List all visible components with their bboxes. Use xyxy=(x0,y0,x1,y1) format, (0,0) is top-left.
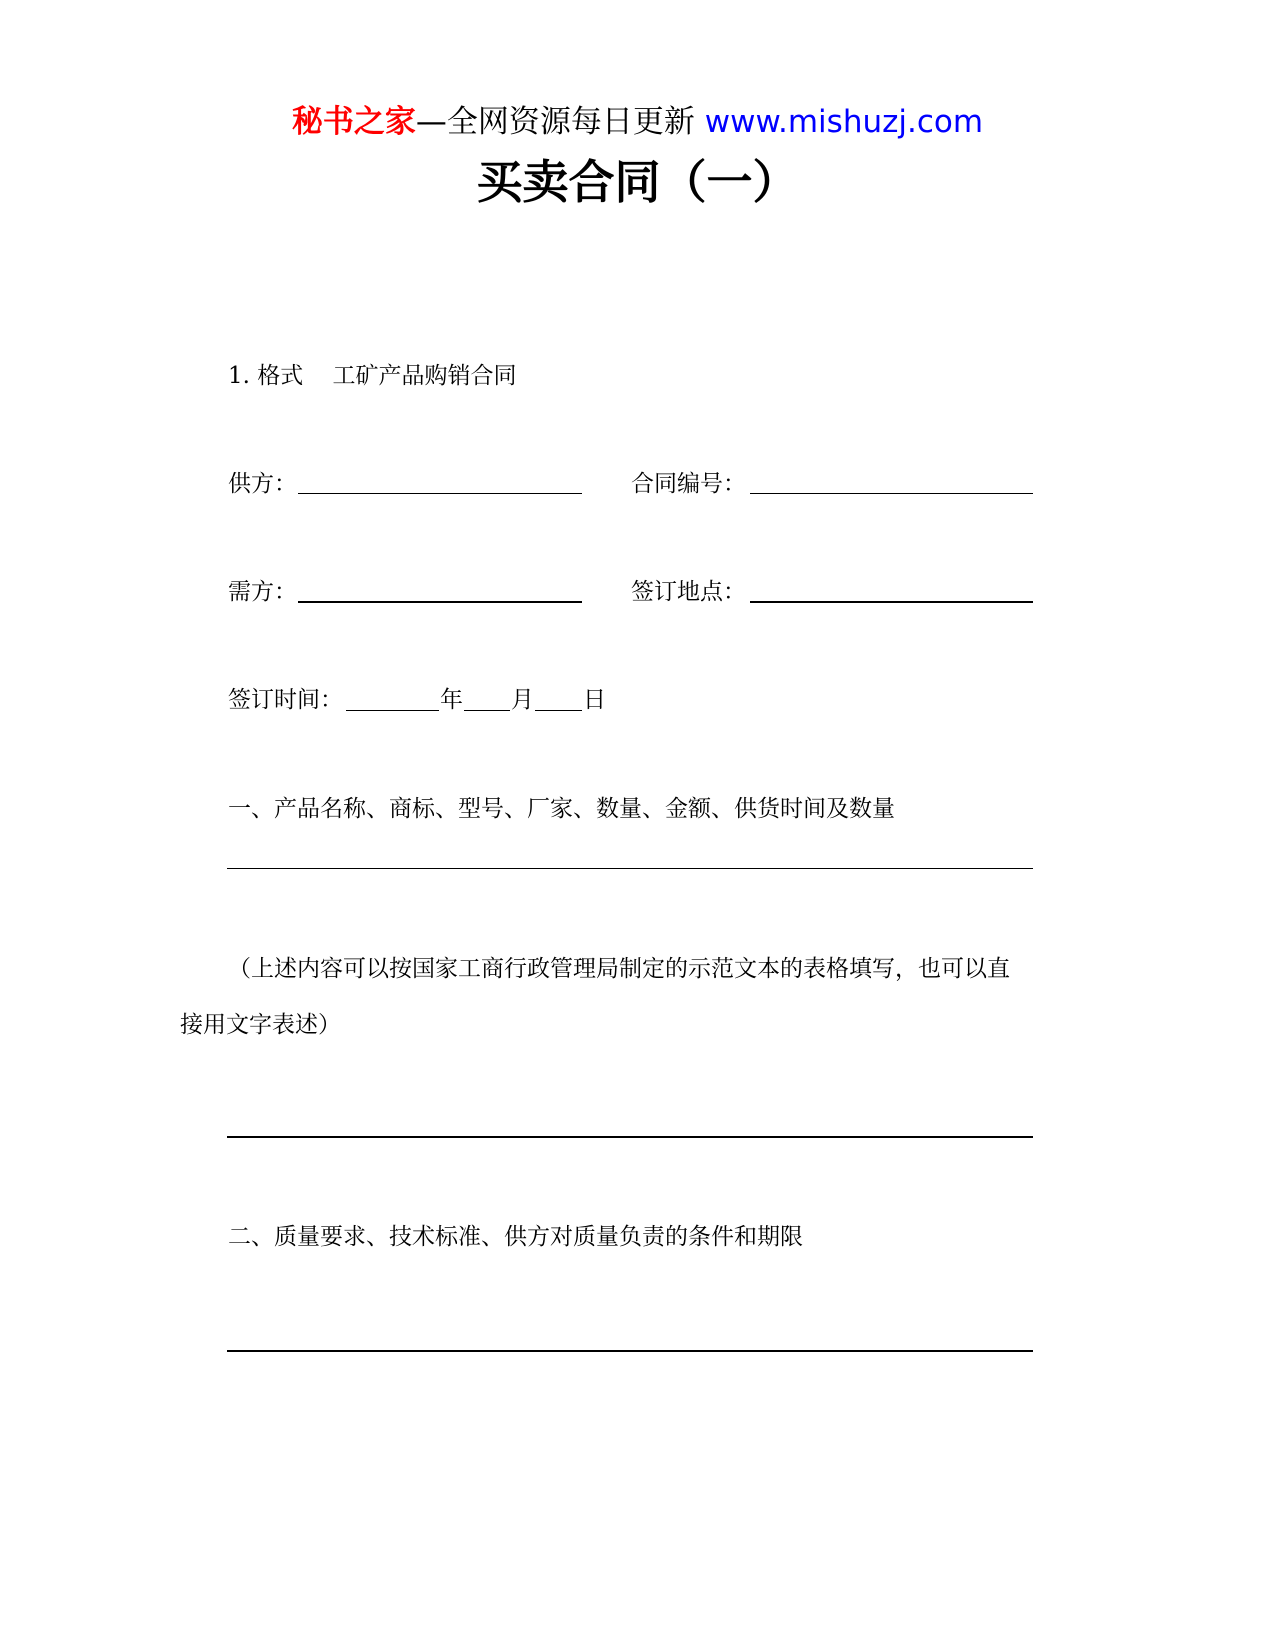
year-blank[interactable] xyxy=(346,710,439,711)
note-blank[interactable] xyxy=(227,1136,1033,1138)
buyer-blank[interactable] xyxy=(298,601,582,603)
brand-name: 秘书之家 xyxy=(291,104,416,140)
section-two-blank[interactable] xyxy=(227,1350,1033,1352)
day-blank[interactable] xyxy=(535,710,582,711)
year-label: 年 xyxy=(440,687,463,713)
supplier-blank[interactable] xyxy=(298,493,582,494)
note-line-1: （上述内容可以按国家工商行政管理局制定的示范文本的表格填写，也可以直 xyxy=(228,956,1010,982)
buyer-label: 需方： xyxy=(228,579,297,605)
sign-place-blank[interactable] xyxy=(750,601,1033,603)
sign-time-label: 签订时间： xyxy=(228,687,343,713)
month-label: 月 xyxy=(511,687,534,713)
format-line xyxy=(228,361,517,391)
sign-place-label: 签订地点： xyxy=(631,579,746,605)
month-blank[interactable] xyxy=(464,710,510,711)
site-header xyxy=(0,100,1275,144)
document-title: 买卖合同（一） xyxy=(476,155,799,209)
contract-no-blank[interactable] xyxy=(750,493,1033,494)
section-one-heading: 一、产品名称、商标、型号、厂家、数量、金额、供货时间及数量 xyxy=(228,796,895,822)
format-value: 工矿产品购销合同 xyxy=(332,363,517,389)
supplier-label: 供方： xyxy=(228,471,297,497)
site-url-link[interactable]: www.mishuzj.com xyxy=(704,104,984,140)
day-label: 日 xyxy=(583,687,606,713)
note-line-2: 接用文字表述） xyxy=(180,1012,341,1038)
contract-no-label: 合同编号： xyxy=(631,471,746,497)
header-tagline: —全网资源每日更新 xyxy=(415,104,695,140)
section-one-blank[interactable] xyxy=(227,868,1033,869)
section-two-heading: 二、质量要求、技术标准、供方对质量负责的条件和期限 xyxy=(228,1224,803,1250)
format-label: 1. 格式 xyxy=(228,363,304,389)
